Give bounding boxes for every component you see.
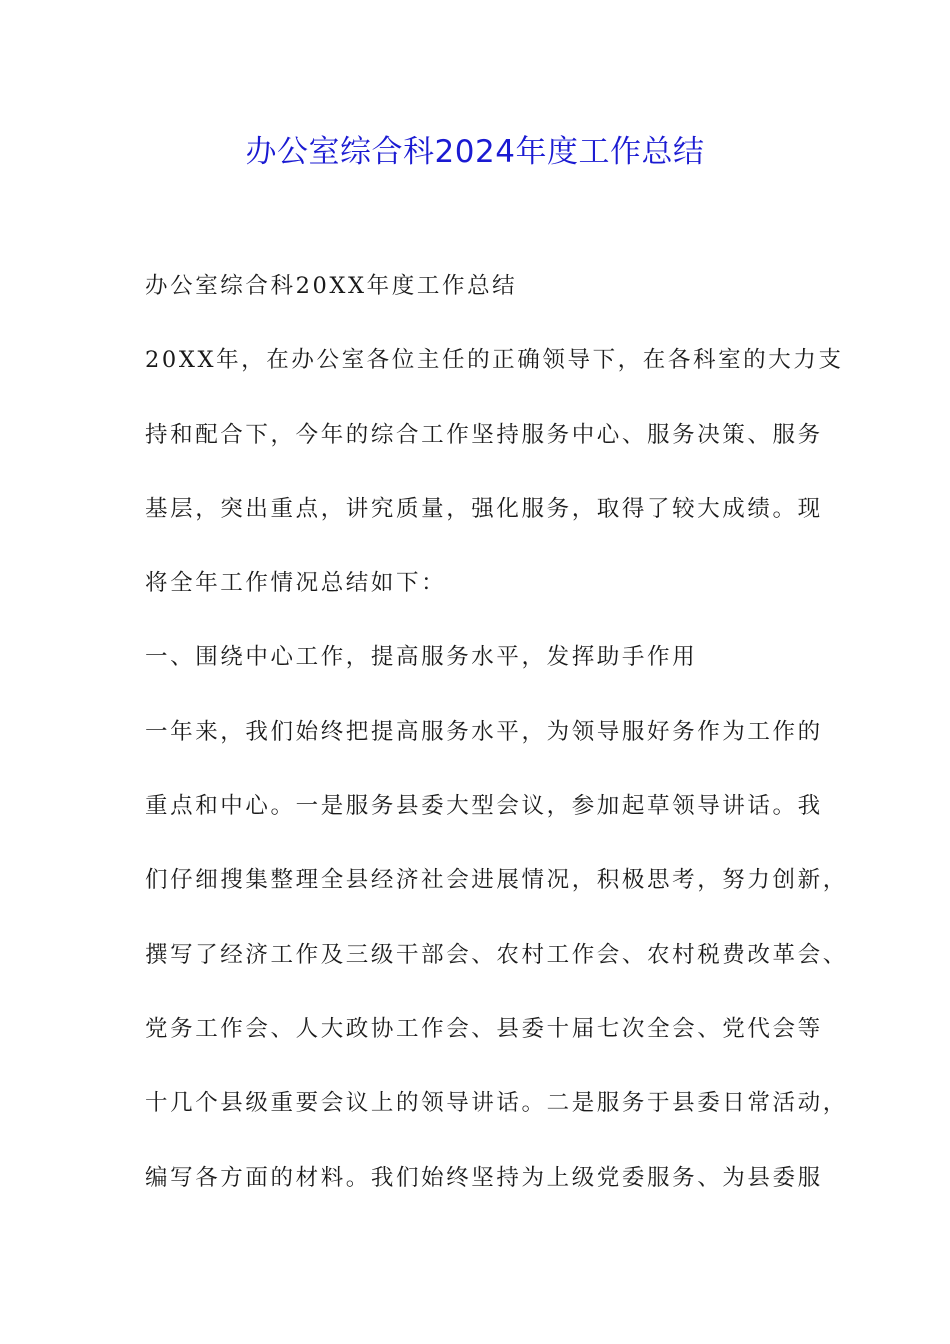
paragraph-line: 十几个县级重要会议上的领导讲话。二是服务于县委日常活动， xyxy=(145,1090,848,1117)
paragraph-line: 党务工作会、人大政协工作会、县委十届七次全会、党代会等 xyxy=(145,1015,823,1042)
paragraph-line: 基层，突出重点，讲究质量，强化服务，取得了较大成绩。现 xyxy=(145,495,823,522)
paragraph-line: 重点和中心。一是服务县委大型会议，参加起草领导讲话。我 xyxy=(145,793,823,820)
section-heading: 一、围绕中心工作，提高服务水平，发挥助手作用 xyxy=(145,644,698,671)
document-title: 办公室综合科2024年度工作总结 xyxy=(245,134,705,170)
paragraph-line: 撰写了经济工作及三级干部会、农村工作会、农村税费改革会、 xyxy=(145,941,848,968)
paragraph-line: 们仔细搜集整理全县经济社会进展情况，积极思考，努力创新， xyxy=(145,867,848,894)
subtitle-line: 办公室综合科20XX年度工作总结 xyxy=(145,273,518,299)
paragraph-line: 编写各方面的材料。我们始终坚持为上级党委服务、为县委服 xyxy=(145,1164,823,1191)
paragraph-line: 一年来，我们始终把提高服务水平，为领导服好务作为工作的 xyxy=(145,718,823,745)
document-body xyxy=(145,264,848,1230)
paragraph-line: 20XX年，在办公室各位主任的正确领导下，在各科室的大力支 xyxy=(145,347,844,374)
paragraph-line: 持和配合下，今年的综合工作坚持服务中心、服务决策、服务 xyxy=(145,421,823,448)
paragraph-line: 将全年工作情况总结如下： xyxy=(145,570,447,597)
